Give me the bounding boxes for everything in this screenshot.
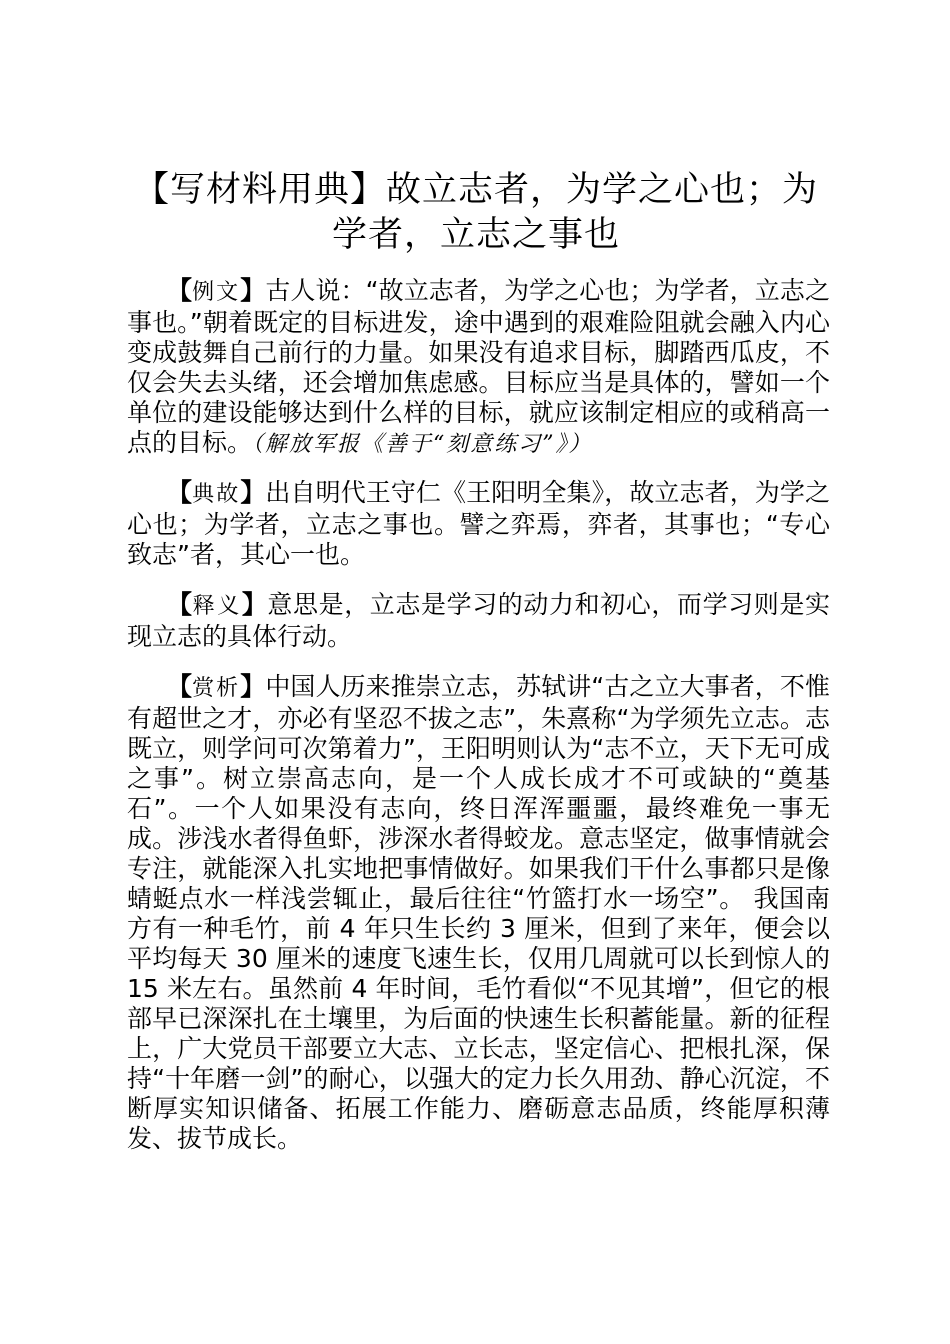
- bracket-open: 【: [167, 590, 193, 619]
- bracket-open: 【: [167, 478, 193, 507]
- document-title: 【写材料用典】故立志者，为学之心也；为学者，立志之事也: [133, 170, 818, 255]
- bracket-close: 】: [240, 672, 266, 701]
- meaning-text: 意思是，立志是学习的动力和初心，而学习则是实现立志的具体行动。: [127, 590, 830, 651]
- example-tag: [167, 276, 266, 305]
- example-text: 古人说：“故立志者，为学之心也；为学者，立志之事也。”朝着既定的目标进发，途中遇到的艰难险阻就会融入内心变成鼓舞自己前行的力量。如果没有追求目标，脚踏西瓜皮，不仅会失去头绪，还会增加焦虑感。目标应当是具体的，譬如一个单位的建设能够达到什么样的目标，就应该制定相应的或稍高一点的目标。: [127, 276, 830, 457]
- allusion-text: 出自明代王守仁《王阳明全集》，故立志者，为学之心也；为学者，立志之事也。譬之弈焉，弈者，其事也；“专心致志”者，其心一也。: [127, 478, 830, 569]
- tag-label: 典故: [192, 482, 241, 507]
- bracket-open: 【: [167, 276, 193, 305]
- meaning-tag: [167, 590, 268, 619]
- tag-label: 例文: [192, 280, 241, 305]
- appreciation-text: 中国人历来推崇立志，苏轼讲“古之立大事者，不惟有超世之才，亦必有坚忍不拔之志”，朱熹称“为学须先立志。志既立，则学问可次第着力”，王阳明则认为“志不立，天下无可成之事”。树立崇高志向，是一个人成长成才不可或缺的“奠基石”。一个人如果没有志向，终日浑浑噩噩，最终难免一事无成。涉浅水者得鱼虾，涉深水者得蛟龙。意志坚定，做事情就会专注，就能深入扎实地把事情做好。如果我们干什么事都只是像蜻蜓点水一样浅尝辄止，最后往往“竹篮打水一场空”。 我国南方有一种毛竹，前 4 年只生长约 3 厘米，但到了来年，便会以平均每天 30 厘米的速度飞速生长，仅用几周就可以长到惊人的 15 米左右。虽然前 4 年时间，毛竹看似“不见其增”，但它的根部早已深深扎在土壤里，为后面的快速生长积蓄能量。新的征程上，广大党员干部要立大志、立长志，坚定信心、把根扎深，保持“十年磨一剑”的耐心，以强大的定力长久用劲、静心沉淀，不断厚实知识储备、拓展工作能力、磨砺意志品质，终能厚积薄发、拔节成长。: [127, 672, 830, 1153]
- bracket-close: 】: [240, 478, 266, 507]
- meaning-paragraph: [127, 590, 830, 652]
- tag-label: 释义: [192, 594, 242, 619]
- allusion-tag: [167, 478, 266, 507]
- example-paragraph: [127, 276, 830, 460]
- allusion-paragraph: [127, 478, 830, 570]
- appreciation-tag: [167, 672, 266, 701]
- tag-label: 赏析: [192, 676, 241, 701]
- bracket-close: 】: [241, 590, 268, 619]
- bracket-close: 】: [240, 276, 266, 305]
- example-source: （解放军报《善于“刻意练习”》）: [252, 432, 593, 457]
- appreciation-paragraph: [127, 672, 830, 1154]
- bracket-open: 【: [167, 672, 193, 701]
